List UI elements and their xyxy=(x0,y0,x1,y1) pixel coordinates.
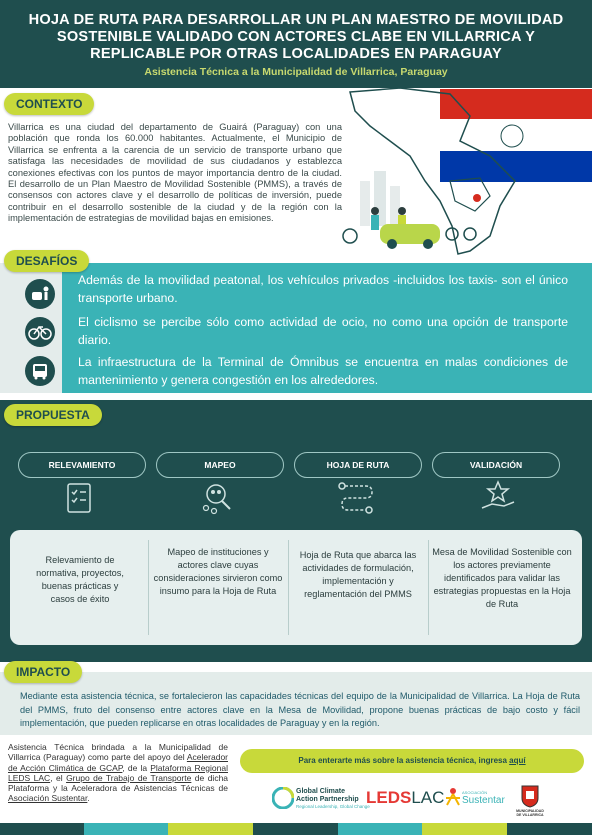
flag-emblem-icon xyxy=(501,125,523,147)
gcap-line-2: Action Partnership xyxy=(296,795,359,803)
divider xyxy=(288,540,289,635)
muni-line-1: MUNICIPALIDAD xyxy=(516,809,544,813)
muni-line-2: DE VILLARRICA xyxy=(516,813,544,817)
footer-text-part: , el xyxy=(50,772,67,783)
route-icon xyxy=(336,480,376,516)
step-desc-mapeo: Mapeo de instituciones y actores clave cuyas consideraciones sirvieron como insumo para la Hoja de Ruta xyxy=(153,547,283,596)
bar-segment xyxy=(253,823,338,835)
step-pill-hoja-de-ruta: HOJA DE RUTA xyxy=(294,452,422,478)
divider xyxy=(148,540,149,635)
person-icon xyxy=(398,207,406,215)
gcap-logo-icon xyxy=(272,787,294,809)
page-subtitle: Asistencia Técnica a la Municipalidad de Villarrica, Paraguay xyxy=(144,66,448,78)
leds-lac-logo xyxy=(366,788,444,808)
bar-segment xyxy=(0,823,84,835)
bicycle-wheel-icon xyxy=(464,228,476,240)
leds-text: LEDS xyxy=(366,788,412,807)
step-pill-mapeo: MAPEO xyxy=(156,452,284,478)
propuesta-label: PROPUESTA xyxy=(4,404,102,426)
divider xyxy=(428,540,429,635)
transport-group-link[interactable]: Grupo de Trabajo de Transporte xyxy=(66,772,192,783)
contexto-label: CONTEXTO xyxy=(4,93,94,115)
desafios-label: DESAFÍOS xyxy=(4,250,89,272)
step-desc-hoja-de-ruta: Hoja de Ruta que abarca las actividades de formulación, implementación y reglamentación del PMMS xyxy=(299,550,417,599)
bus-icon xyxy=(25,356,55,386)
footer-credits xyxy=(8,742,228,804)
wheel-icon xyxy=(423,239,433,249)
sustentar-logo-text xyxy=(462,790,505,806)
building-icon xyxy=(360,181,370,226)
footer-text-part: , de la xyxy=(122,762,151,773)
step-desc-validacion: Mesa de Movilidad Sostenible con los actores previamente identificados para validar las estrategias propuestas en la Hoja de Ruta xyxy=(432,547,572,609)
step-pill-relevamiento: RELEVAMIENTO xyxy=(18,452,146,478)
villarrica-crest-icon xyxy=(517,782,543,808)
checklist-icon xyxy=(62,480,98,516)
lac-text: LAC xyxy=(411,788,445,807)
step-desc-relevamiento: Relevamiento de normativa, proyectos, buenas prácticas y casos de éxito xyxy=(36,555,124,604)
wheel-icon xyxy=(387,239,397,249)
more-info-banner xyxy=(240,749,584,773)
sustentar-logo-icon xyxy=(443,785,463,809)
gcap-link[interactable]: Acelerador de Acción Climática de GCAP xyxy=(8,752,228,773)
person-icon xyxy=(371,215,379,230)
sustentar-name: Sustentar xyxy=(462,795,505,806)
bar-segment xyxy=(338,823,422,835)
desafio-text-2: El ciclismo se percibe sólo como actividad de ocio, no como una opción de transporte diario. xyxy=(78,315,568,347)
desafio-text-3: La infraestructura de la Terminal de Ómnibus se encuentra en malas condiciones de mantenimiento y genera congestión en los alrededores. xyxy=(78,355,568,387)
more-info-link[interactable]: aquí xyxy=(509,756,526,765)
car-pedestrian-icon xyxy=(25,279,55,309)
bar-segment xyxy=(507,823,592,835)
scooter-wheel-icon xyxy=(343,229,357,243)
bar-segment xyxy=(422,823,507,835)
bar-segment xyxy=(168,823,253,835)
desafio-text-1: Además de la movilidad peatonal, los vehículos privados -incluidos los taxis- son el único transporte urbano. xyxy=(78,273,568,305)
footer-text-part: . xyxy=(87,793,90,804)
gcap-line-1: Global Climate xyxy=(296,788,346,795)
gcap-logo-text xyxy=(296,788,370,811)
paraguay-outline xyxy=(450,178,490,211)
south-america-map-illustration xyxy=(340,86,592,256)
hand-star-icon xyxy=(478,478,518,516)
impacto-label: IMPACTO xyxy=(4,661,82,683)
sustentar-link[interactable]: Asociación Sustentar xyxy=(8,793,88,804)
bicycle-wheel-icon xyxy=(446,228,458,240)
person-icon xyxy=(371,207,379,215)
step-pill-validacion: VALIDACIÓN xyxy=(432,452,560,478)
villarrica-crest-text xyxy=(514,809,546,817)
page-title: HOJA DE RUTA PARA DESARROLLAR UN PLAN MAESTRO DE MOVILIDAD SOSTENIBLE VALIDADO CON ACTORES CLABE EN VILLARRICA Y REPLICABLE POR OTRAS LOCALIDADES EN PARAGUAY xyxy=(28,12,564,62)
people-search-icon xyxy=(200,480,236,516)
bar-segment xyxy=(84,823,168,835)
gcap-line-3: Regional Leadership, Global Change xyxy=(296,804,370,809)
contexto-text: Villarrica es una ciudad del departamento de Guairá (Paraguay) con una población que ronda los 60.000 habitantes. Actualmente, el Municipio de Villarrica se enfrenta a la carencia de un servicio de transporte urbano que satisfaga las necesidades de movilidad de sus ciudadanos y establezca conexiones efectivas con los puntos de mayor importancia dentro de la ciudad. El desarrollo de un Plan Maestro de Movilidad Sostenible (PMMS), a través de consensos con actores clave y el desarrollo de políticas de inversión, puede contribuir en el desarrollo sostenible de la ciudad y de la región con la implementación de estrategias de movilidad bajas en emisiones. xyxy=(8,122,342,224)
location-marker-icon xyxy=(473,194,481,202)
more-info-text: Para enterarte más sobre la asistencia técnica, ingresa xyxy=(298,756,510,765)
impacto-text: Mediante esta asistencia técnica, se fortalecieron las capacidades técnicas del equipo de la Municipalidad de Villarrica. La Hoja de Ruta del PMMS, fruto del consenso entre actores clave en la Mesa de Movilidad, propone buenas prácticas de bajo costo y fácil implementación, que pueden replicarse en otras localidades de Paraguay y en la región. xyxy=(20,691,580,728)
footer-text-part: Asistencia Técnica brindada a la Municipalidad de Villarrica (Paraguay) como parte del apoyo del xyxy=(8,742,228,763)
footer-text-part: de dicha Plataforma y la Aceleradora de Asistencias Técnicas de xyxy=(8,772,229,794)
leds-lac-link[interactable]: Plataforma Regional LEDS LAC xyxy=(8,762,228,783)
bottom-color-bar xyxy=(0,823,592,835)
sustentar-small: ASOCIACIÓN xyxy=(462,790,488,795)
bicycle-icon xyxy=(25,317,55,347)
